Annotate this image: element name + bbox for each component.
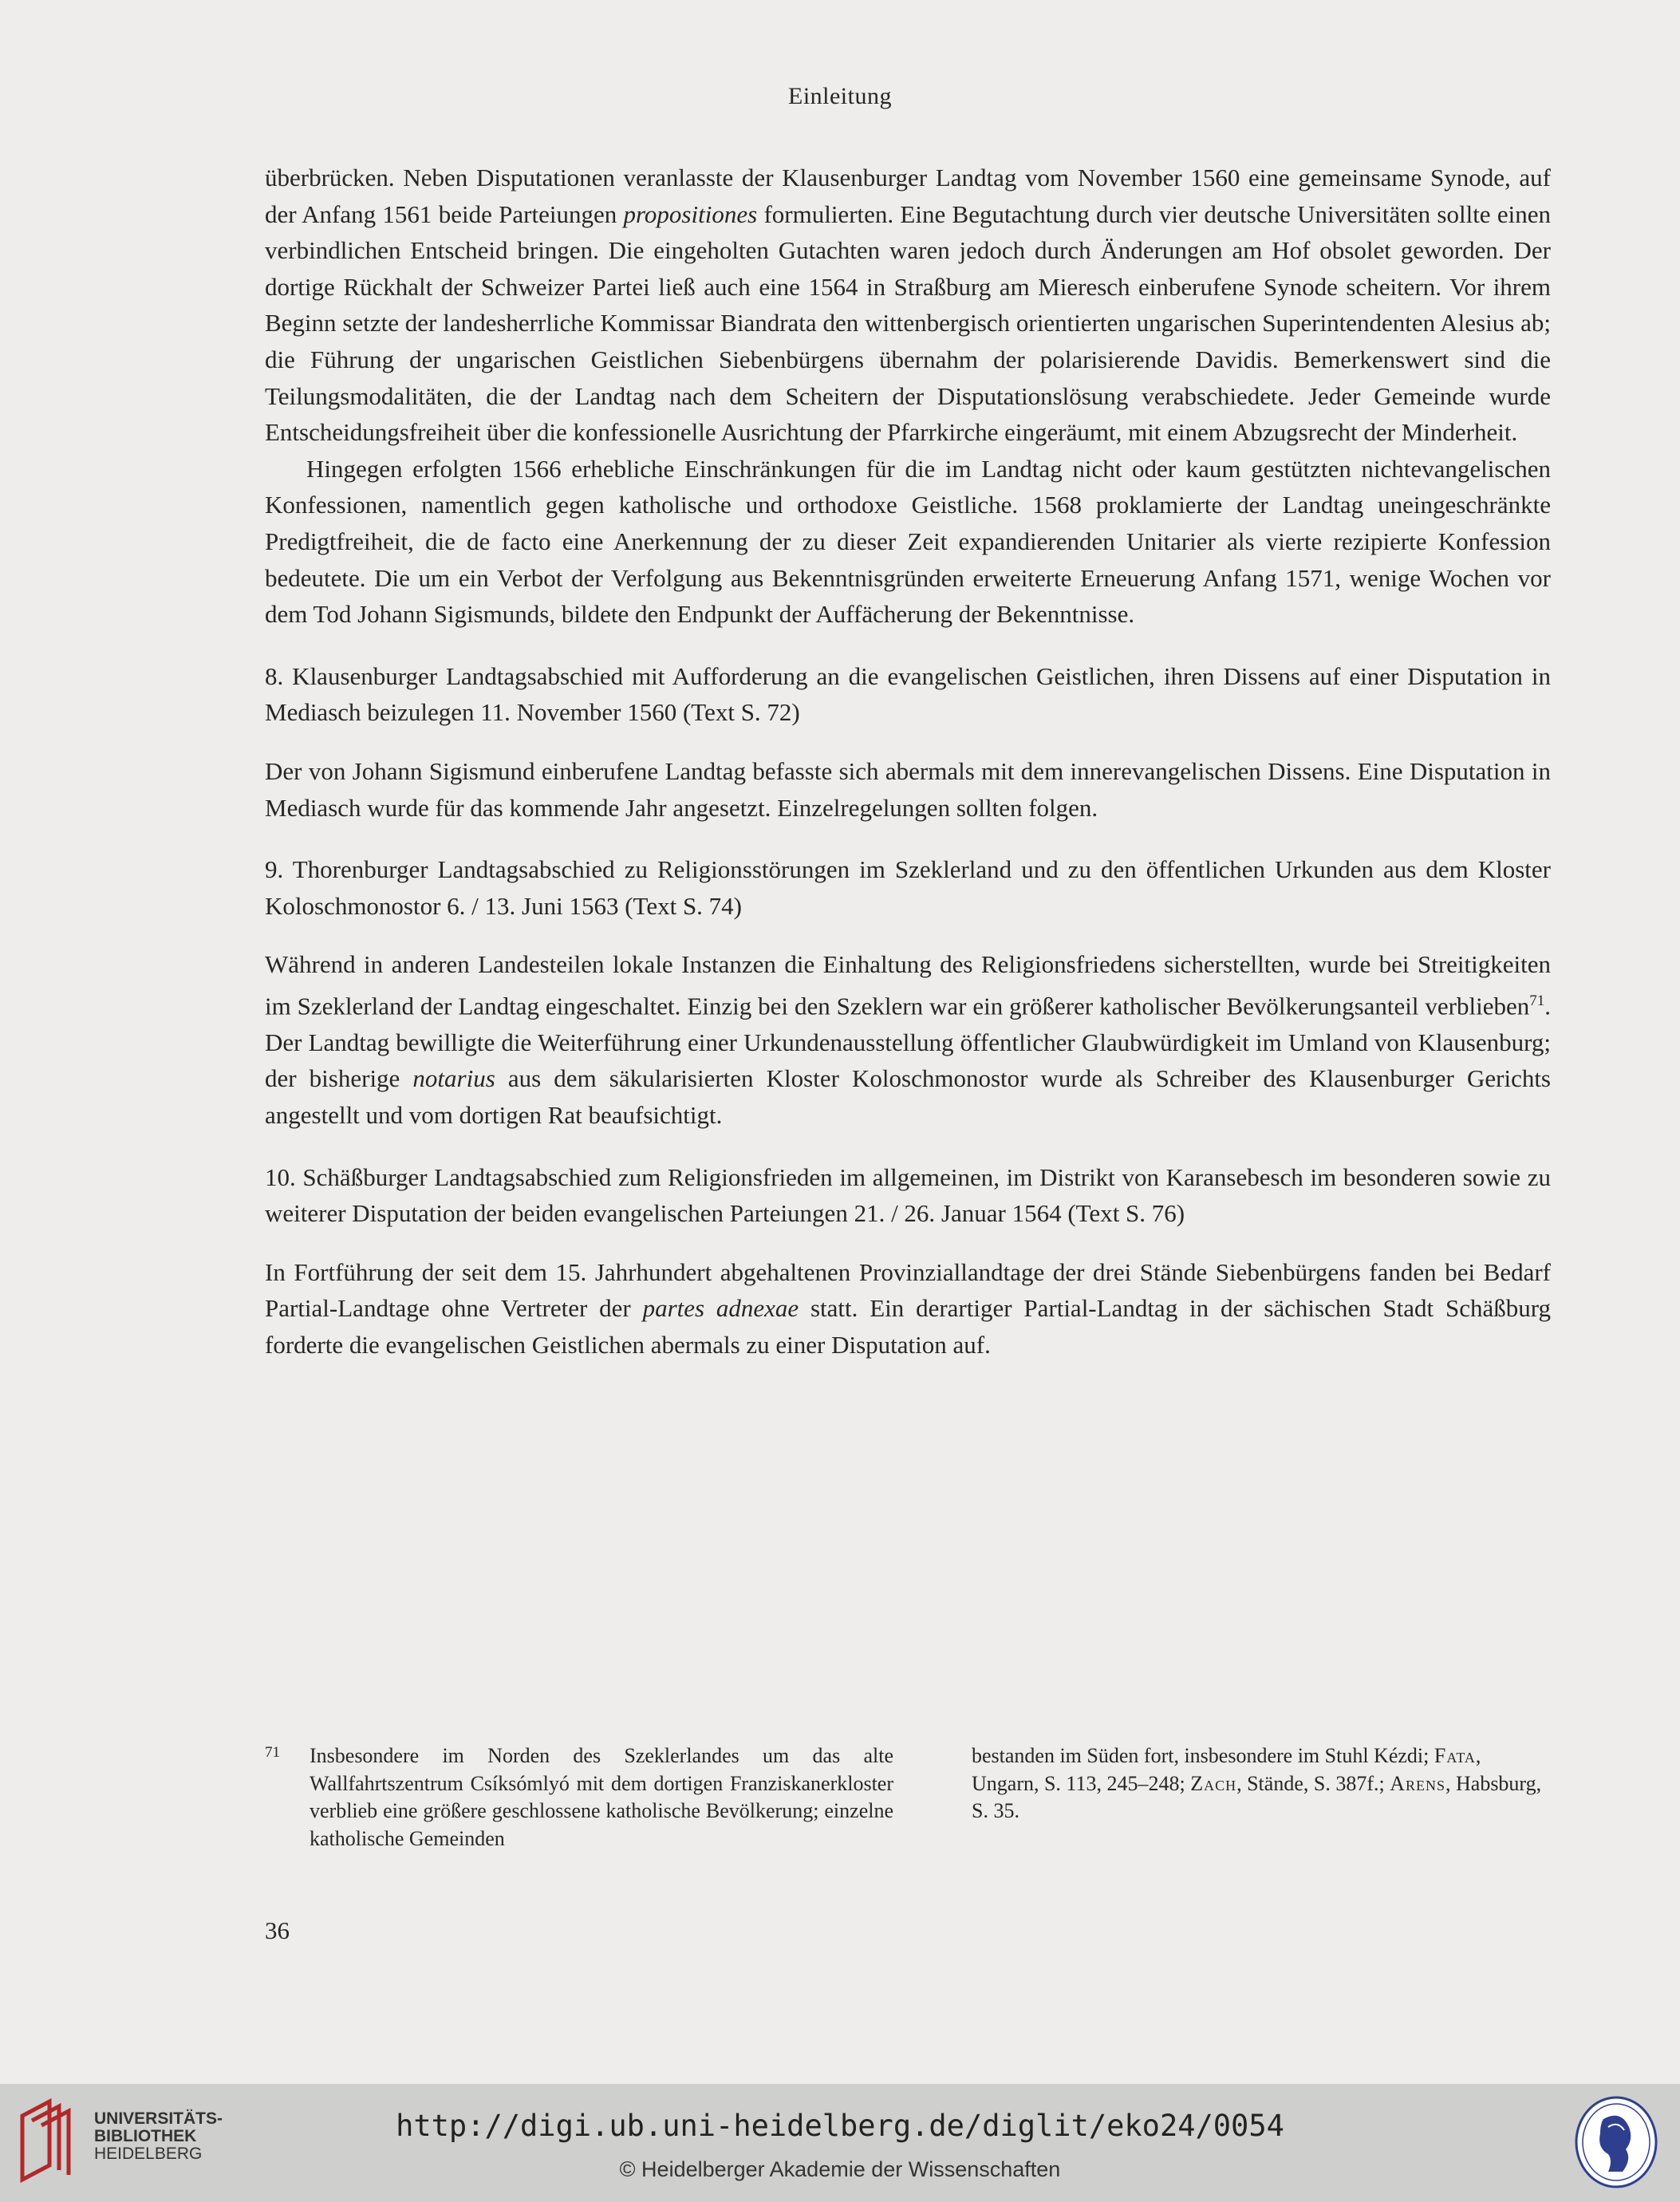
- text-run: bestanden im Süden fort, insbesondere im Stuhl Kézdi;: [972, 1744, 1434, 1767]
- paragraph: [265, 160, 1551, 451]
- author-name: Fata: [1434, 1744, 1476, 1767]
- paragraph: Hingegen erfolgten 1566 erhebliche Einschränkungen für die im Landtag nicht oder kaum gestützten nichtevangelischen Konfessionen, namentlich gegen katholische und orthodoxe Geistliche. 1568 proklamierte der Landtag uneingeschränkte Predigtfreiheit, die de facto eine Anerkennung der zu dieser Zeit expandierenden Unitarier als vierte rezipierte Konfession bedeutete. Die um ein Verbot der Verfolgung aus Bekenntnisgründen erweiterte Erneuerung Anfang 1571, wenige Wochen vor dem Tod Johann Sigismunds, bildete den Endpunkt der Auffächerung der Bekenntnisse.: [265, 454, 1551, 629]
- footnote-number: 71: [265, 1744, 280, 1761]
- text-run: In Fortführung der seit dem 15. Jahrhundert abgehaltenen Provinziallandtage der drei Stände Siebenbürgens fanden bei Bedarf Partial-Landtage ohne Vertreter der: [265, 1257, 1551, 1323]
- paragraph: [265, 946, 1551, 1133]
- logo-line: BIBLIOTHEK: [94, 2127, 197, 2145]
- footer-bar: [0, 2084, 1680, 2202]
- footnote-left-column: Insbesondere im Norden des Szeklerlandes um das alte Wallfahrtszentrum Csíksómlyó mit dem dortigen Franziskanerkloster verblieb eine größere geschlossene katholische Bevölkerung; einzelne katholische Gemeinden: [310, 1744, 893, 1850]
- italic-term: partes adnexae: [642, 1294, 799, 1323]
- author-name: Zach: [1190, 1771, 1237, 1795]
- text-run: . Der Landtag bewilligte die Weiterführung einer Urkundenausstellung öffentlicher Glaubwürdigkeit im Umland von Klausenburg; der bisherige: [265, 992, 1551, 1093]
- text-run: aus dem säkularisierten Kloster Koloschmonostor wurde als Schreiber des Klausenburger Gerichts angestellt und vom dortigen Rat beaufsichtigt.: [265, 1064, 1551, 1129]
- text-run: Während in anderen Landesteilen lokale Instanzen die Einhaltung des Religionsfriedens sicherstellten, wurde bei Streitigkeiten im Szeklerland der Landtag eingeschaltet. Einzig bei den Szeklern war ein größerer katholischer Bevölkerungsanteil verblieben: [265, 950, 1551, 1020]
- logo-line: UNIVERSITÄTS-: [94, 2109, 223, 2128]
- footnote-marker[interactable]: 71: [1529, 992, 1545, 1009]
- main-text: [265, 160, 1551, 1363]
- italic-term: notarius: [412, 1064, 495, 1093]
- section-heading-9: 9. Thorenburger Landtagsabschied zu Religionsstörungen im Szeklerland und zu den öffentlichen Urkunden aus dem Kloster Koloschmonostor 6. / 13. Juni 1563 (Text S. 74): [265, 855, 1551, 920]
- text-run: , Ungarn, S. 113, 245–248;: [972, 1744, 1481, 1795]
- text-run: überbrücken. Neben Disputationen veranlasste der Klausenburger Landtag vom November 1560 eine gemeinsame Synode, auf der Anfang 1561 beide Parteiungen: [265, 164, 1551, 228]
- italic-term: propositiones: [623, 199, 758, 228]
- copyright-notice: © Heidelberger Akademie der Wissenschaften: [619, 2157, 1061, 2181]
- academy-seal-icon[interactable]: [1573, 2095, 1659, 2189]
- text-run: statt. Ein derartiger Partial-Landtag in der sächischen Stadt Schäßburg forderte die evangelischen Geistlichen abermals zu einer Disputation auf.: [265, 1294, 1552, 1359]
- logo-line: HEIDELBERG: [94, 2145, 203, 2163]
- footnote-right-column: [972, 1742, 1551, 1825]
- source-url-link[interactable]: http://digi.ub.uni-heidelberg.de/diglit/eko24/0054: [396, 2109, 1284, 2143]
- running-head: Einleitung: [788, 83, 892, 109]
- page-number: 36: [265, 1916, 290, 1944]
- section-heading-8: 8. Klausenburger Landtagsabschied mit Aufforderung an die evangelischen Geistlichen, ihren Dissens auf einer Disputation in Mediasch beizulegen 11. November 1560 (Text S. 72): [265, 661, 1551, 727]
- text-run: , Habsburg, S. 35.: [972, 1771, 1542, 1822]
- paragraph: [265, 1254, 1551, 1363]
- paragraph: Der von Johann Sigismund einberufene Landtag befasste sich abermals mit dem innerevangelischen Dissens. Eine Disputation in Mediasch wurde für das kommende Jahr angesetzt. Einzelregelungen sollten folgen.: [265, 756, 1551, 822]
- section-heading-10: 10. Schäßburger Landtagsabschied zum Religionsfrieden im allgemeinen, im Distrikt von Karansebesch im besonderen sowie zu weiterer Disputation der beiden evangelischen Parteiungen 21. / 26. Januar 1564 (Text S. 76): [265, 1162, 1551, 1228]
- text-run: formulierten. Eine Begutachtung durch vier deutsche Universitäten sollte einen verbindlichen Entscheid bringen. Die eingeholten Gutachten waren jedoch durch Änderungen am Hof obsolet geworden. Der dortige Rückhalt der Schweizer Partei ließ auch eine 1564 in Straßburg am Mieresch einberufene Synode scheitern. Vor ihrem Beginn setzte der landesherrliche Kommissar Biandrata den wittenbergisch orientierten ungarischen Superintendenten Alesius ab; die Führung der ungarischen Geistlichen Siebenbürgens übernahm der polarisierende Davidis. Bemerkenswert sind die Teilungsmodalitäten, die der Landtag nach dem Scheitern der Disputationslösung verabschiedete. Jeder Gemeinde wurde Entscheidungsfreiheit über die konfessionelle Ausrichtung der Pfarrkirche eingeräumt, mit einem Abzugsrecht der Minderheit.: [265, 199, 1551, 447]
- text-run: , Stände, S. 387f.;: [1236, 1771, 1390, 1795]
- author-name: Arens: [1390, 1771, 1445, 1795]
